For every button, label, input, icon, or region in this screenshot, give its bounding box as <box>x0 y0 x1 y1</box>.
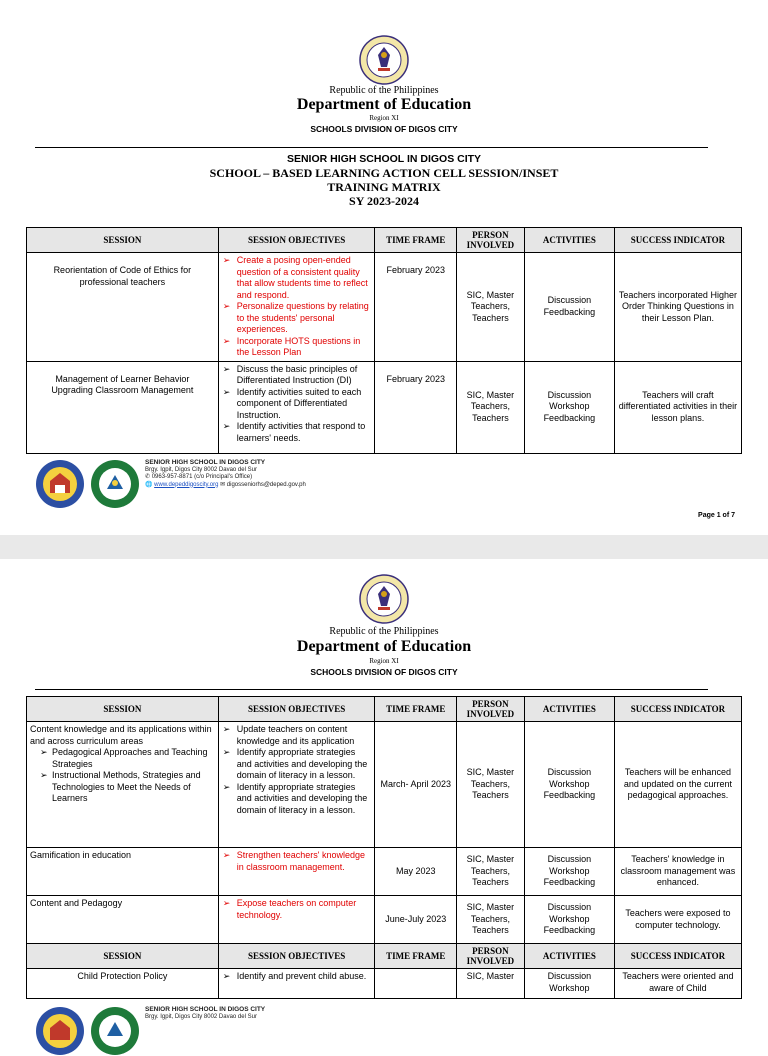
republic-text: Republic of the Philippines <box>329 626 439 637</box>
session-cell: Gamification in education <box>27 848 219 896</box>
objectives-cell <box>218 253 375 362</box>
activities-cell: Discussion Workshop Feedbacking <box>524 848 614 896</box>
division-text: SCHOOLS DIVISION OF DIGOS CITY <box>310 124 458 134</box>
objective-item: ➢ Identify activities suited to each component of Differentiated Instruction. <box>237 387 372 422</box>
page-2 <box>0 559 768 1024</box>
phone-icon: ✆ <box>145 474 151 480</box>
school-title: SENIOR HIGH SCHOOL IN DIGOS CITY <box>286 153 482 165</box>
col-objectives: SESSION OBJECTIVES <box>218 228 375 253</box>
table-row <box>27 969 742 999</box>
objective-item: ➢ Personalize questions by relating to the students' personal experiences. <box>237 301 372 336</box>
col-person-involved: PERSON INVOLVED <box>457 944 525 969</box>
persons-cell: SIC, Master <box>457 969 525 999</box>
footer-phone: 0963-957-8871 (c/o Principal's Office) <box>151 474 253 480</box>
activities-cell: Discussion Workshop <box>524 969 614 999</box>
objective-item: ➢ Identify activities that respond to learners' needs. <box>237 421 372 444</box>
table-row <box>27 361 742 453</box>
col-activities: ACTIVITIES <box>524 228 614 253</box>
session-cell: Child Protection Policy <box>27 969 219 999</box>
table-row <box>27 848 742 896</box>
session-line: Management of Learner Behavior <box>55 373 190 384</box>
division-text: SCHOOLS DIVISION OF DIGOS CITY <box>310 667 458 677</box>
col-success-indicator: SUCCESS INDICATOR <box>614 944 741 969</box>
session-cell: Reorientation of Code of Ethics for professional teachers <box>27 253 219 362</box>
footer-contact <box>145 1006 465 1021</box>
persons-cell: SIC, Master Teachers, Teachers <box>457 253 525 362</box>
objectives-cell <box>218 896 375 944</box>
program-title: SCHOOL – BASED LEARNING ACTION CELL SESSION/INSET <box>209 166 559 180</box>
table-header-row <box>27 944 742 969</box>
objectives-cell <box>218 848 375 896</box>
time-frame-cell: March- April 2023 <box>375 722 457 848</box>
col-objectives: SESSION OBJECTIVES <box>218 944 375 969</box>
globe-icon: 🌐 <box>145 481 153 488</box>
document-title <box>0 152 768 208</box>
school-year: SY 2023-2024 <box>349 194 419 208</box>
region-text: Region XI <box>369 114 399 122</box>
footer-school-name: SENIOR HIGH SCHOOL IN DIGOS CITY <box>145 1006 266 1013</box>
col-time-frame: TIME FRAME <box>375 228 457 253</box>
training-matrix-table <box>26 227 742 454</box>
objective-item: ➢ Expose teachers on computer technology. <box>237 898 372 921</box>
footer-address: Brgy. Igpit, Digos City 8002 Davao del Sur <box>145 1013 257 1020</box>
col-person-involved: PERSON INVOLVED <box>457 697 525 722</box>
activities-cell: Discussion Workshop Feedbacking <box>524 896 614 944</box>
col-time-frame: TIME FRAME <box>375 697 457 722</box>
persons-cell: SIC, Master Teachers, Teachers <box>457 848 525 896</box>
col-time-frame: TIME FRAME <box>375 944 457 969</box>
session-cell <box>27 361 219 453</box>
sub-topic-item: ➢ Instructional Methods, Strategies and Technologies to Meet the Needs of Learners <box>52 770 215 805</box>
time-frame-cell: February 2023 <box>375 361 457 453</box>
col-session: SESSION <box>27 944 219 969</box>
table-header-row <box>27 697 742 722</box>
email-icon: ✉ <box>220 481 226 488</box>
school-logo-icon <box>90 459 140 509</box>
time-frame-cell <box>375 969 457 999</box>
objective-item: ➢ Discuss the basic principles of Differentiated Instruction (DI) <box>237 364 372 387</box>
col-success-indicator: SUCCESS INDICATOR <box>614 697 741 722</box>
session-cell: Content and Pedagogy <box>27 896 219 944</box>
header-divider <box>35 147 708 148</box>
objective-item: ➢ Identify appropriate strategies and activities and developing the domain of literacy in a lesson. <box>237 782 372 817</box>
activities-cell: Discussion Workshop Feedbacking <box>524 361 614 453</box>
page-number: Page 1 of 7 <box>698 512 735 519</box>
footer-website-link[interactable]: www.depeddigoscity.org <box>154 481 219 488</box>
table-row <box>27 722 742 848</box>
indicator-cell: Teachers will be enhanced and updated on the current pedagogical approaches. <box>614 722 741 848</box>
time-frame-cell: May 2023 <box>375 848 457 896</box>
time-frame-cell: June-July 2023 <box>375 896 457 944</box>
division-logo-icon <box>35 459 85 509</box>
footer-school-name: SENIOR HIGH SCHOOL IN DIGOS CITY <box>145 459 266 466</box>
session-cell <box>27 722 219 848</box>
objective-item: ➢ Strengthen teachers' knowledge in classroom management. <box>237 850 372 873</box>
activities-cell: Discussion Workshop Feedbacking <box>524 722 614 848</box>
objective-item: ➢ Identify and prevent child abuse. <box>237 971 372 983</box>
col-person-involved: PERSON INVOLVED <box>457 228 525 253</box>
col-activities: ACTIVITIES <box>524 697 614 722</box>
table-row <box>27 896 742 944</box>
indicator-cell: Teachers were oriented and aware of Child <box>614 969 741 999</box>
persons-cell: SIC, Master Teachers, Teachers <box>457 896 525 944</box>
objective-item: ➢ Update teachers on content knowledge and its application <box>237 724 372 747</box>
republic-text: Republic of the Philippines <box>329 85 439 96</box>
col-success-indicator: SUCCESS INDICATOR <box>614 228 741 253</box>
footer-web-line <box>145 482 465 490</box>
col-session: SESSION <box>27 228 219 253</box>
table-header-row <box>27 228 742 253</box>
objectives-cell <box>218 361 375 453</box>
footer-email: digosseniorhs@deped.gov.ph <box>226 481 306 488</box>
persons-cell: SIC, Master Teachers, Teachers <box>457 722 525 848</box>
page-gap <box>0 535 768 559</box>
training-matrix-table <box>26 696 742 999</box>
indicator-cell: Teachers' knowledge in classroom management was enhanced. <box>614 848 741 896</box>
footer-contact <box>145 459 465 489</box>
time-frame-cell: February 2023 <box>375 253 457 362</box>
session-text: Content knowledge and its applications within and across curriculum areas <box>30 724 212 746</box>
header-divider <box>35 689 708 690</box>
activities-cell: Discussion Feedbacking <box>524 253 614 362</box>
region-text: Region XI <box>369 657 399 665</box>
footer-phone-line <box>145 474 465 482</box>
school-logo-icon <box>90 1006 140 1056</box>
matrix-title: TRAINING MATRIX <box>327 180 441 194</box>
col-activities: ACTIVITIES <box>524 944 614 969</box>
department-title: Department of Education <box>296 96 472 113</box>
objectives-cell <box>218 722 375 848</box>
deped-seal-icon <box>359 574 409 624</box>
indicator-cell: Teachers incorporated Higher Order Thinking Questions in their Lesson Plan. <box>614 253 741 362</box>
division-logo-icon <box>35 1006 85 1056</box>
objective-item: ➢ Create a posing open-ended question of a consistent quality that allow students time to reflect and respond. <box>237 255 372 301</box>
col-session: SESSION <box>27 697 219 722</box>
objectives-cell <box>218 969 375 999</box>
footer-address: Brgy. Igpit, Digos City 8002 Davao del Sur <box>145 466 257 473</box>
objective-item: ➢ Incorporate HOTS questions in the Lesson Plan <box>237 336 372 359</box>
deped-seal-icon <box>359 35 409 85</box>
sub-topic-item: ➢ Pedagogical Approaches and Teaching Strategies <box>52 747 215 770</box>
objective-item: ➢ Identify appropriate strategies and activities and developing the domain of literacy in a lesson. <box>237 747 372 782</box>
table-row <box>27 253 742 362</box>
persons-cell: SIC, Master Teachers, Teachers <box>457 361 525 453</box>
col-objectives: SESSION OBJECTIVES <box>218 697 375 722</box>
session-line: Upgrading Classroom Management <box>51 385 194 395</box>
indicator-cell: Teachers were exposed to computer technology. <box>614 896 741 944</box>
department-title: Department of Education <box>296 638 472 655</box>
indicator-cell: Teachers will craft differentiated activities in their lesson plans. <box>614 361 741 453</box>
